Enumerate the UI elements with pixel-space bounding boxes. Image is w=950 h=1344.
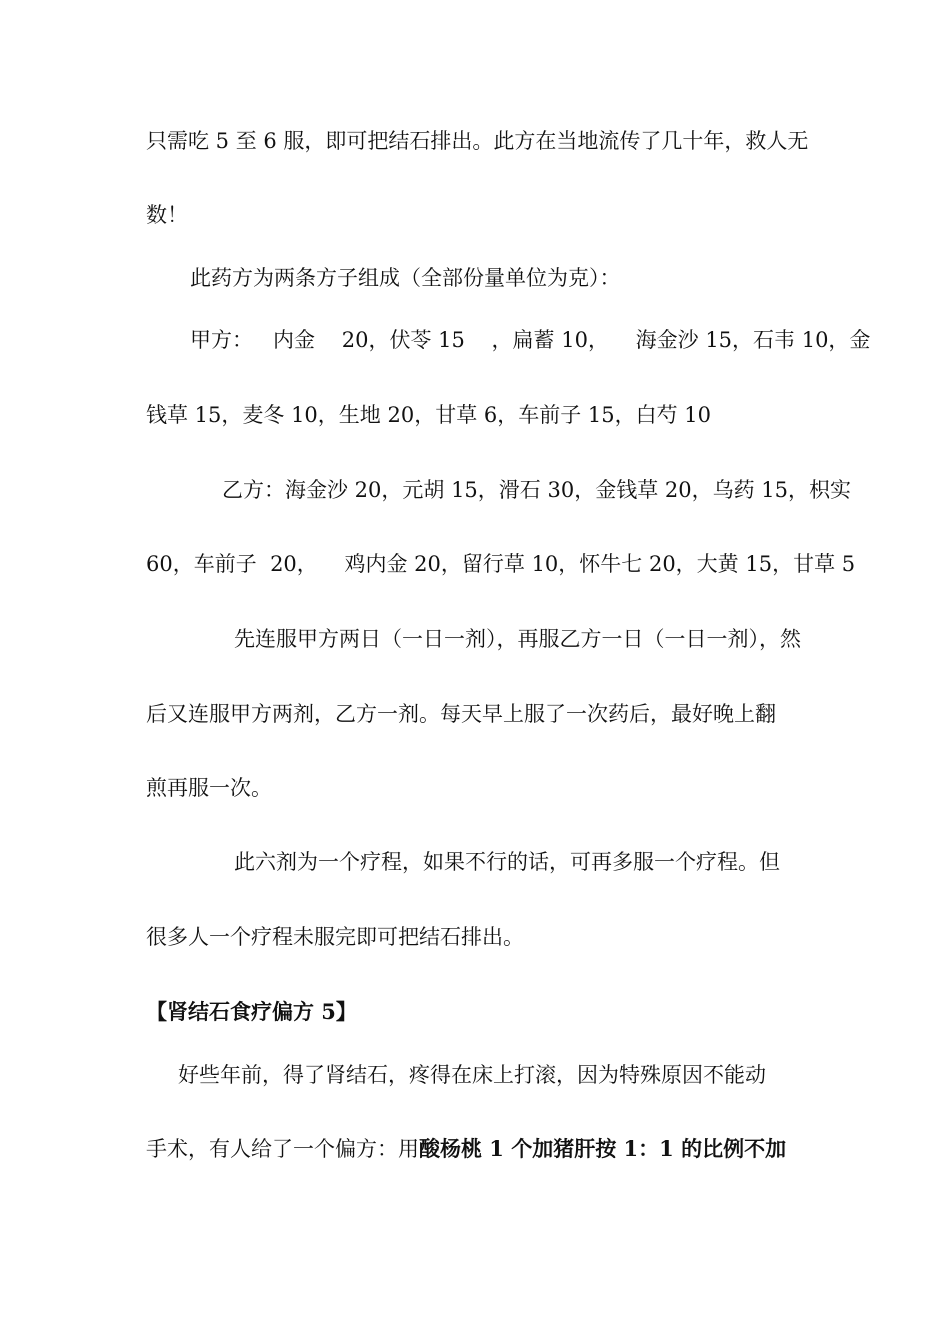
text-line-mixed — [146, 1135, 786, 1163]
text-line: 先连服甲方两日（一日一剂），再服乙方一日（一日一剂），然 — [234, 627, 801, 651]
text-line: 只需吃 5 至 6 服，即可把结石排出。此方在当地流传了几十年，救人无 — [146, 129, 809, 153]
text-line: 后又连服甲方两剂，乙方一剂。每天早上服了一次药后，最好晚上翻 — [146, 702, 776, 726]
text-plain: 手术，有人给了一个偏方：用 — [146, 1137, 419, 1161]
text-line: 60，车前子 20， 鸡内金 20，留行草 10，怀牛七 20，大黄 15，甘草 5 — [146, 552, 856, 576]
text-line: 很多人一个疗程未服完即可把结石排出。 — [146, 925, 524, 949]
section-heading: 【肾结石食疗偏方 5】 — [146, 999, 357, 1024]
text-line: 煎再服一次。 — [146, 776, 272, 800]
text-line: 好些年前，得了肾结石，疼得在床上打滚，因为特殊原因不能动 — [178, 1063, 766, 1087]
text-line: 乙方：海金沙 20，元胡 15，滑石 30，金钱草 20，乌药 15，枳实 — [222, 478, 851, 502]
text-bold-emphasis: 酸杨桃 1 个加猪肝按 1：1 的比例不加 — [419, 1136, 787, 1161]
text-line: 甲方： 内金 20，伏苓 15 ，扁蓄 10， 海金沙 15，石韦 10，金 — [190, 328, 871, 352]
text-line: 钱草 15，麦冬 10，生地 20，甘草 6，车前子 15，白芍 10 — [146, 403, 712, 427]
text-line: 此六剂为一个疗程，如果不行的话，可再多服一个疗程。但 — [234, 850, 780, 874]
text-line: 数！ — [146, 203, 188, 227]
text-line: 此药方为两条方子组成（全部份量单位为克）： — [190, 266, 621, 290]
